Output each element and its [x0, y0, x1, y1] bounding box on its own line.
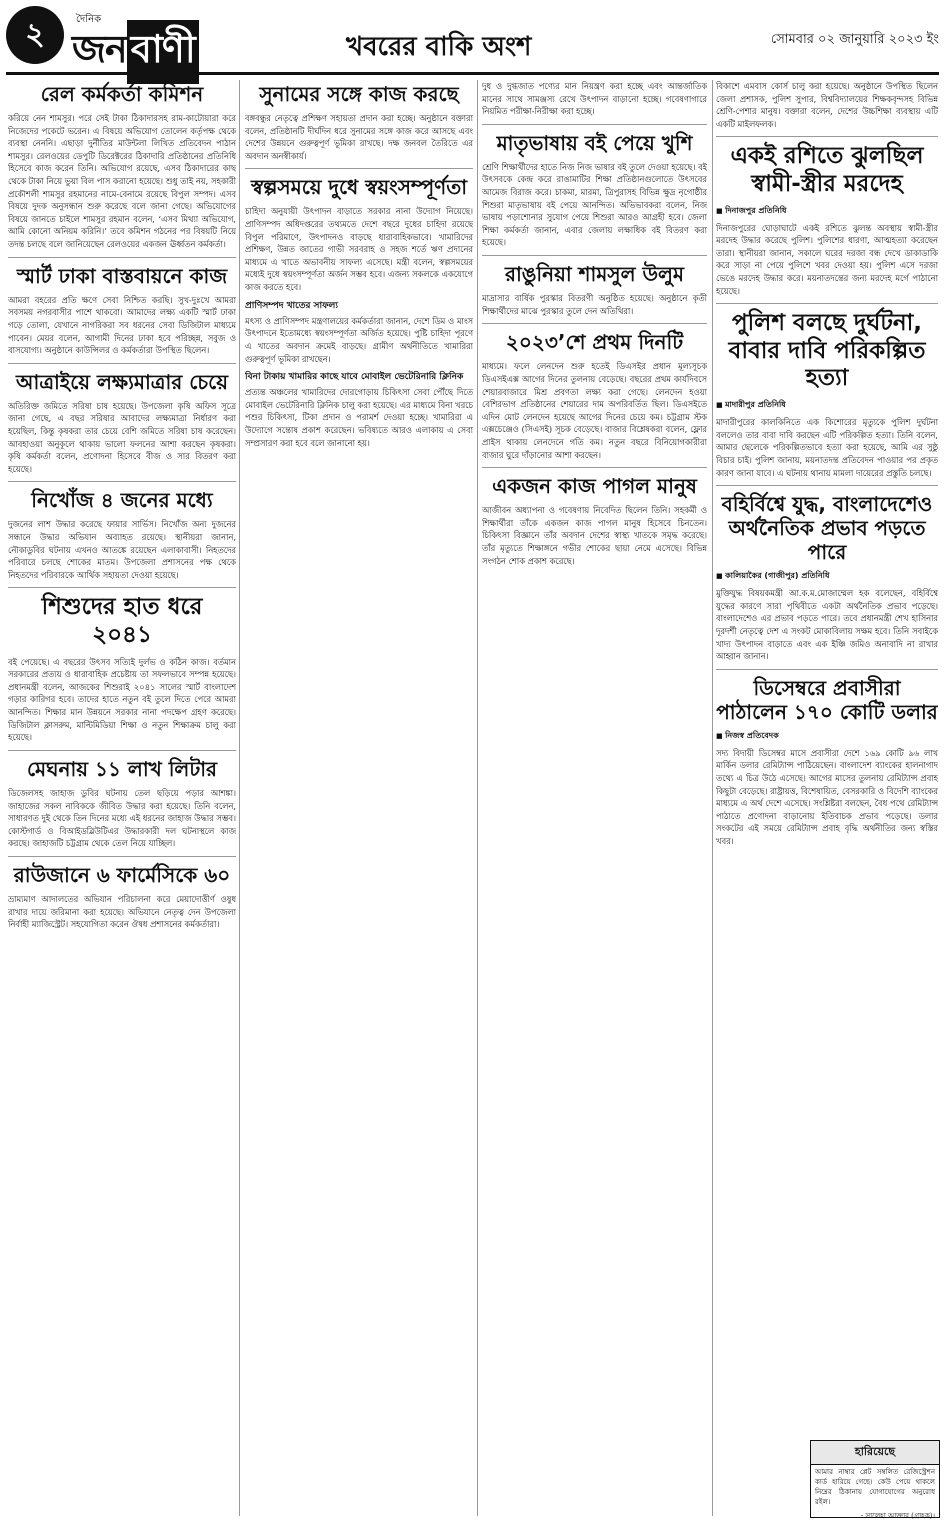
article-atrai: [8, 370, 236, 476]
column-3: [482, 80, 707, 1516]
article-headline: একই রশিতে ঝুলছিল স্বামী-স্ত্রীর মরদেহ: [730, 143, 924, 198]
divider: [245, 168, 473, 169]
top-rule: [6, 72, 939, 75]
article-body: অতিরিক্ত জমিতে সরিষা চাষ হয়েছে। উপজেলা কৃষি অফিস সূত্রে জানা গেছে, এ বছর সরিষার আবাদের লক্ষ্যমাত্রা নির্ধারণ করা হয়েছিল, কিন্তু কৃষকরা তার চেয়ে বেশি জমিতে সরিষা চাষ করেছেন। আবহাওয়া অনুকূলে থাকায় ভালো ফলনের আশা করছেন কৃষকরা। কৃষি কর্মকর্তা বলেন, প্রণোদনা হিসেবে বীজ ও সার বিতরণ করা হয়েছে।: [8, 400, 236, 474]
article-reputation: [245, 82, 473, 162]
article-body: দুজনের লাশ উদ্ধার করেছে ফায়ার সার্ভিস। নিখোঁজ অন্য দুজনের সন্ধানে উদ্ধার অভিযান অব্যাহত রয়েছে। স্থানীয়রা জানান, নৌকাডুবির ঘটনায় এখনও আতঙ্কে রয়েছেন এলাকাবাসী। নিহতদের পরিবারে চলছে শোকের মাতম। উপজেলা প্রশাসনের পক্ষ থেকে নিহতদের পরিবারকে আর্থিক সহায়তা দেওয়া হয়েছে।: [8, 519, 236, 580]
article-headline: রাঙুনিয়া শামসুল উলুম: [504, 262, 685, 287]
logo-part2: বাণী: [127, 20, 199, 84]
masthead: [6, 6, 939, 70]
article-byline: ■ নিজস্ব প্রতিবেদক: [716, 730, 938, 743]
article-body: করিয়ে নেন শামসুর। পরে সেই টাকা ঠিকাদারসহ রাম-কাটোয়ারা করে নিজেদের পকেটে ভরেন। এ বিষয়ে অভিযোগ তোলেন কর্তৃপক্ষ থেকে ব্যবস্থা নেননি। এছাড়া দুর্নীতির মাউন্টলা লিখিত প্রতিবেদন পাঠান শামসুর। রেলওয়ের ডেপুটি ডিরেক্টরের ঠিকাদারি প্রতিষ্ঠানের প্রতিনিধি হিসেবে কাজ করেন তিনি। অভিযোগ রয়েছে, এসব ঠিকাদারের কাছ থেকে টাকা নিয়ে ভুয়া বিল পাস করানো হয়েছে। শুধু তাই নয়, সহকারী প্রকৌশলী শামসুর রহমানের নামে-বেনামে রয়েছে বিপুল সম্পদ। এসব বিষয়ে দুদক অনুসন্ধান শুরু করেছে বলে জানা গেছে। অভিযোগের বিষয়ে জানতে চাইলে শামসুর রহমান বলেন, ‘এসব মিথ্যা অভিযোগ, আমি কোনো অনিয়ম করিনি।’ তবে কমিশন গঠনের পর বিষয়টি নিয়ে তদন্ত চলছে বলে জানিয়েছেন রেলওয়ের একজন ঊর্ধ্বতন কর্মকর্তা।: [8, 113, 236, 250]
article-continued: [716, 80, 938, 130]
article-headline: শিশুদের হাত ধরে ২০৪১: [41, 594, 203, 649]
article-byline: ■ কালিয়াকৈর (গাজীপুর) প্রতিনিধি: [716, 570, 938, 583]
article-body: আজীবন অধ্যাপনা ও গবেষণায় নিবেদিত ছিলেন তিনি। সহকর্মী ও শিক্ষার্থীরা তাঁকে একজন কাজ পাগল মানুষ হিসেবে চিনতেন। চিকিৎসা বিজ্ঞানে তাঁর অবদান দেশের স্বাস্থ্য খাতকে সমৃদ্ধ করেছে। তাঁর মৃত্যুতে শিক্ষাঙ্গনে গভীর শোকের ছায়া নেমে এসেছে। বিভিন্ন সংগঠন শোক প্রকাশ করেছে।: [482, 505, 707, 566]
article-body: মুক্তিযুদ্ধ বিষয়কমন্ত্রী আ.ক.ম.মোজাম্মেল হক বলেছেন, বহির্বিশ্বে যুদ্ধের কারণে সারা পৃথিবীতে একটা অর্থনৈতিক প্রভাব পড়েছে। বাংলাদেশেও এর প্রভাব পড়তে পারে। তবে প্রধানমন্ত্রী শেখ হাসিনার দূরদর্শী নেতৃত্বে দেশ এ সংকট মোকাবিলায় সক্ষম হবে। তিনি সবাইকে খাদ্য উৎপাদন বাড়াতে এবং এক ইঞ্চি জমিও অনাবাদি না রাখার আহ্বান জানান।: [716, 588, 938, 662]
article-smart-dhaka: [8, 264, 236, 357]
article-body: ডিজেলসহ জাহাজ ডুবির ঘটনায় তেল ছড়িয়ে পড়ার আশঙ্কা। জাহাজের সকল নাবিককে জীবিত উদ্ধার করা হয়েছে। তিনি বলেন, সাধারণত দুই থেকে তিন দিনের মধ্যে এই ধরনের জাহাজ উদ্ধার সম্ভব। কোস্টগার্ড ও বিআইডব্লিউটিএর উদ্ধারকারী দল ঘটনাস্থলে কাজ করছে। জাহাজটি চট্টগ্রাম থেকে তেল নিয়ে যাচ্ছিল।: [8, 787, 236, 849]
article-subhead: বিনা টাকায় খামারির কাছে যাবে মোবাইল ভেটেরিনারি ক্লিনিক: [245, 372, 464, 383]
article-body: শ্রেণি শিক্ষার্থীদের হাতে নিজ নিজ ভাষার বই তুলে দেওয়া হয়েছে। বই উৎসবকে কেন্দ্র করে রাঙামাটির শিক্ষা প্রতিষ্ঠানগুলোতে উৎসবের আমেজ বিরাজ করে। চাকমা, মারমা, ত্রিপুরাসহ বিভিন্ন ক্ষুদ্র নৃগোষ্ঠীর শিশুরা মাতৃভাষায় বই পেয়ে আনন্দিত। অভিভাবকরা বলেন, নিজ ভাষায় পড়াশোনার সুযোগ পেয়ে শিশুরা আরও আগ্রহী হবে। জেলা শিক্ষা কর্মকর্তা জানান, এবার জেলায় লক্ষাধিক বই বিতরণ করা হয়েছে।: [482, 161, 707, 248]
article-subhead: প্রাণিসম্পদ খাতের সাফল্য: [245, 300, 339, 311]
column-divider: [239, 80, 240, 1516]
article-headline: নিখোঁজ ৪ জনের মধ্যে: [31, 488, 213, 513]
article-body: মাদ্রাসার বার্ষিক পুরস্কার বিতরণী অনুষ্ঠিত হয়েছে। অনুষ্ঠানে কৃতী শিক্ষার্থীদের মাঝে পুরস্কার তুলে দেন অতিথিরা।: [482, 293, 707, 316]
divider: [8, 587, 236, 588]
article-headline: মাতৃভাষায় বই পেয়ে খুশি: [496, 130, 693, 155]
article-body: ভ্রাম্যমাণ আদালতের অভিযান পরিচালনা করে মেয়াদোত্তীর্ণ ওষুধ রাখার দায়ে জরিমানা করা হয়েছে। অভিযানে নেতৃত্ব দেন উপজেলা নির্বাহী ম্যাজিস্ট্রেট। সহযোগিতা করেন ঔষধ প্রশাসনের কর্মকর্তারা।: [8, 893, 236, 930]
missing-notice-body: আমার নাম্বার প্লেট সম্বলিত রেজিস্ট্রেশন কার্ড হারিয়ে গেছে। কেউ পেয়ে থাকলে নিম্নের ঠিকানায় যোগাযোগের অনুরোধ রইল।: [815, 1468, 935, 1507]
article-headline: স্বল্পসময়ে দুধে স্বয়ংসম্পূর্ণতা: [250, 175, 468, 200]
logo-part1: জন: [72, 27, 127, 71]
article-byline: ■ দিনাজপুর প্রতিনিধি: [716, 205, 938, 218]
article-headline: সুনামের সঙ্গে কাজ করছে: [259, 82, 459, 106]
article-body: মৎস্য ও প্রাণিসম্পদ মন্ত্রণালয়ের কর্মকর্তারা জানান, দেশে ডিম ও মাংস উৎপাদনে ইতোমধ্যে স্বয়ংসম্পূর্ণতা অর্জিত হয়েছে। পুষ্টি চাহিদা পূরণে এ খাতের অবদান ক্রমেই বাড়ছে। গ্রামীণ অর্থনীতিতে খামারিরা গুরুত্বপূর্ণ ভূমিকা রাখছেন।: [245, 315, 473, 364]
column-1: [8, 80, 236, 1516]
article-headline: আত্রাইয়ে লক্ষ্যমাত্রার চেয়ে: [15, 369, 228, 394]
missing-notice-box: [810, 1440, 940, 1518]
missing-notice-title: হারিয়েছে: [811, 1441, 939, 1465]
article-headline: রেল কর্মকর্তা কমিশন: [40, 82, 204, 106]
article-body: চাহিদা অনুযায়ী উৎপাদন বাড়াতে সরকার নানা উদ্যোগ নিয়েছে। প্রাণিসম্পদ অধিদপ্তরের তথ্যমতে দেশে বছরে দুধের চাহিদা রয়েছে বিপুল পরিমাণে, উৎপাদনও বাড়ছে ধারাবাহিকভাবে। খামারিদের প্রশিক্ষণ, উন্নত জাতের গাভী সরবরাহ ও সহজ শর্তে ঋণ প্রদানের মাধ্যমে এ খাতে অভাবনীয় সাফল্য এসেছে। মন্ত্রী বলেন, স্বল্পসময়ের মধ্যেই দুধে স্বয়ংসম্পূর্ণতা অর্জন সম্ভব হবে। এজন্য সকলকে একযোগে কাজ করতে হবে।: [245, 206, 473, 293]
divider: [8, 750, 236, 751]
divider: [8, 363, 236, 364]
article-first-day-2023: [482, 330, 707, 461]
section-title: খবরের বাকি অংশ: [346, 32, 532, 62]
article-headline: রাউজানে ৬ ফার্মেসিকে ৬০: [13, 862, 231, 887]
article-continued: [482, 80, 707, 118]
article-body: মাদারীপুরের কালকিনিতে এক কিশোরের মৃত্যুকে পুলিশ দুর্ঘটনা বললেও তার বাবা দাবি করছেন এটি পরিকল্পিত হত্যা। তিনি বলেন, আমার ছেলেকে পরিকল্পিতভাবে হত্যা করা হয়েছে, আমি এর সুষ্ঠু বিচার চাই। পুলিশ জানায়, ময়নাতদন্ত প্রতিবেদন পাওয়ার পর প্রকৃত কারণ জানা যাবে। এ ঘটনায় থানায় মামলা দায়েরের প্রস্তুতি চলছে।: [716, 417, 938, 478]
article-headline: মেঘনায় ১১ লাখ লিটার: [26, 756, 218, 781]
article-children-2041: [8, 594, 236, 743]
article-milk-self-sufficiency: [245, 175, 473, 449]
article-body: সদ্য বিদায়ী ডিসেম্বর মাসে প্রবাসীরা দেশে ১৬৯ কোটি ৯৬ লাখ মার্কিন ডলার রেমিট্যান্স পাঠিয়েছেন। বাংলাদেশ ব্যাংকের হালনাগাদ তথ্যে এ চিত্র উঠে এসেছে। আগের মাসের তুলনায় রেমিট্যান্স প্রবাহ কিছুটা বেড়েছে। রাষ্ট্রায়ত্ত, বিশেষায়িত, বেসরকারি ও বিদেশি ব্যাংকের মাধ্যমে এ অর্থ দেশে এসেছে। সংশ্লিষ্টরা বলছেন, বৈধ পথে রেমিট্যান্স পাঠাতে প্রণোদনা বাড়ানোয় ইতিবাচক প্রভাব পড়েছে। ডলার সংকটের এই সময়ে রেমিট্যান্স প্রবাহ বৃদ্ধি অর্থনীতির জন্য স্বস্তির খবর।: [716, 747, 938, 847]
column-4: [716, 80, 938, 1516]
divider: [482, 323, 707, 324]
article-couple-bodies: [716, 143, 938, 297]
divider: [716, 669, 938, 670]
article-missing-four: [8, 488, 236, 581]
divider: [8, 257, 236, 258]
article-headline: ২০২৩’শে প্রথম দিনটি: [505, 330, 684, 355]
divider: [482, 467, 707, 468]
article-rangunia-madrasa: [482, 262, 707, 317]
article-raozan-pharmacy: [8, 863, 236, 931]
article-body: বিকাশে এমবাস কোর্স চালু করা হয়েছে। অনুষ্ঠানে উপস্থিত ছিলেন জেলা প্রশাসক, পুলিশ সুপার, বিশ্ববিদ্যালয়ের শিক্ষকবৃন্দসহ বিভিন্ন শ্রেণি-পেশার মানুষ। বক্তারা বলেন, দেশের উচ্চশিক্ষা ব্যবস্থায় এটি একটি মাইলফলক।: [716, 81, 938, 129]
divider: [716, 136, 938, 137]
article-body: প্রত্যন্ত অঞ্চলের খামারিদের দোরগোড়ায় চিকিৎসা সেবা পৌঁছে দিতে মোবাইল ভেটেরিনারি ক্লিনিক চালু করা হয়েছে। এর মাধ্যমে বিনা খরচে পশুর চিকিৎসা, টিকা প্রদান ও পরামর্শ দেওয়া হচ্ছে। খামারিরা এ উদ্যোগে সন্তোষ প্রকাশ করেছেন। ভবিষ্যতে আরও এলাকায় এ সেবা সম্প্রসারণ করা হবে বলে জানানো হয়।: [245, 387, 473, 448]
article-body: মাধ্যমে। ফলে লেনদেন শুরু হতেই ডিএসইর প্রধান মূল্যসূচক ডিএসইএক্স আগের দিনের তুলনায় বেড়েছে। বছরের প্রথম কার্যদিবসে শেয়ারবাজারে মিশ্র প্রবণতা লক্ষ্য করা গেছে। লেনদেন হওয়া বেশিরভাগ প্রতিষ্ঠানের শেয়ারের দাম অপরিবর্তিত ছিল। ডিএসইতে এদিন মোট লেনদেন হয়েছে আগের দিনের চেয়ে কম। চট্টগ্রাম স্টক এক্সচেঞ্জেও (সিএসই) সূচক বেড়েছে। বাজার বিশ্লেষকরা বলেন, ফ্লোর প্রাইস থাকায় লেনদেনে গতি কম। নতুন বছরে বিনিয়োগকারীরা বাজার ঘুরে দাঁড়ানোর আশা করছেন।: [482, 361, 707, 460]
article-headline: একজন কাজ পাগল মানুষ: [492, 474, 697, 499]
article-remittance: [716, 676, 938, 848]
divider: [716, 485, 938, 486]
article-headline: ডিসেম্বরে প্রবাসীরা পাঠালেন ১৭০ কোটি ডলার: [716, 675, 938, 724]
article-byline: ■ মাদারীপুর প্রতিনিধি: [716, 399, 938, 412]
dateline: সোমবার ০২ জানুয়ারি ২০২৩ ইং: [770, 32, 939, 47]
article-body: দুধ ও দুগ্ধজাত পণ্যের মান নিয়ন্ত্রণ করা হচ্ছে এবং আন্তর্জাতিক মানের সাথে সামঞ্জস্য রেখে উৎপাদন বাড়ানো হচ্ছে। গবেষণাগারে নিয়মিত পরীক্ষা-নিরীক্ষা করা হচ্ছে।: [482, 81, 707, 117]
divider: [8, 856, 236, 857]
article-hardworking-person: [482, 474, 707, 567]
article-police-accident: [716, 310, 938, 479]
divider: [8, 481, 236, 482]
divider: [482, 124, 707, 125]
missing-notice-signature: - সালেহা আক্তার (গ্রাহক)।: [860, 1511, 935, 1520]
article-headline: স্মার্ট ঢাকা বাস্তবায়নে কাজ: [16, 263, 228, 288]
page-number: ২: [6, 6, 64, 64]
article-mother-tongue-books: [482, 131, 707, 249]
article-body: বই পেয়েছে। এ বছরের উৎসব সত্যিই দুর্লভ ও কঠিন কাজ। বর্তমান সরকারের প্রত্যয় ও ধারাবাহিক প্রচেষ্টায় তা সফলভাবে সম্পন্ন হয়েছে। প্রধানমন্ত্রী বলেন, আজকের শিশুরাই ২০৪১ সালের স্মার্ট বাংলাদেশ গড়ার কারিগর হবে। তাদের হাতে নতুন বই তুলে দিতে পেরে আমরা আনন্দিত। শিক্ষার মান উন্নয়নে সরকার নানা পদক্ষেপ গ্রহণ করেছে। ডিজিটাল ক্লাসরুম, মাল্টিমিডিয়া শিক্ষা ও নতুন শিক্ষাক্রম চালু করা হয়েছে।: [8, 656, 236, 743]
column-divider: [712, 80, 713, 1516]
divider: [716, 303, 938, 304]
article-body: বঙ্গবন্ধুর নেতৃত্বে প্রশিক্ষণ সহায়তা প্রদান করা হচ্ছে। অনুষ্ঠানে বক্তারা বলেন, প্রতিষ্ঠানটি দীর্ঘদিন ধরে সুনামের সঙ্গে কাজ করে আসছে এবং দেশের উন্নয়নে গুরুত্বপূর্ণ ভূমিকা রাখছে। দক্ষ জনবল তৈরিতে এর অবদান অনস্বীকার্য।: [245, 113, 473, 161]
article-headline: বহির্বিশ্বে যুদ্ধ, বাংলাদেশেও অর্থনৈতিক প্রভাব পড়তে পারে: [721, 492, 933, 565]
column-divider: [477, 80, 478, 1516]
article-body: দিনাজপুরের ঘোড়াঘাটে একই রশিতে ঝুলন্ত অবস্থায় স্বামী-স্ত্রীর মরদেহ উদ্ধার করেছে পুলিশ। পুলিশের ধারণা, আত্মহত্যা করেছেন তারা। স্থানীয়রা জানান, সকালে ঘরের দরজা বন্ধ দেখে ডাকাডাকি করে সাড়া না পেয়ে পুলিশে খবর দেওয়া হয়। পুলিশ এসে দরজা ভেঙে মরদেহ উদ্ধার করে। ময়নাতদন্তের জন্য মরদেহ মর্গে পাঠানো হয়েছে।: [716, 222, 938, 296]
column-2: [245, 80, 473, 1516]
article-rail-commission: [8, 82, 236, 251]
article-headline: পুলিশ বলছে দুর্ঘটনা, বাবার দাবি পরিকল্পিত হত্যা: [728, 310, 926, 392]
divider: [482, 255, 707, 256]
article-body: আমরা বহরের প্রতি ক্ষণে সেবা নিশ্চিত করছি। সুখ-দুঃখে আমরা সবসময় নগরবাসীর পাশে থাকবো। আমাদের লক্ষ্য একটি স্মার্ট ঢাকা গড়ে তোলা, যেখানে নাগরিকরা সব ধরনের সেবা ডিজিটাল মাধ্যমে পাবেন। মেয়র বলেন, আগামী দিনের ঢাকা হবে পরিচ্ছন্ন, সবুজ ও বাসযোগ্য। অনুষ্ঠানে কাউন্সিলর ও কর্মকর্তারা উপস্থিত ছিলেন।: [8, 294, 236, 356]
article-meghna-oil: [8, 757, 236, 850]
article-war-economy: [716, 492, 938, 663]
logo-prefix: দৈনিক: [76, 14, 102, 25]
